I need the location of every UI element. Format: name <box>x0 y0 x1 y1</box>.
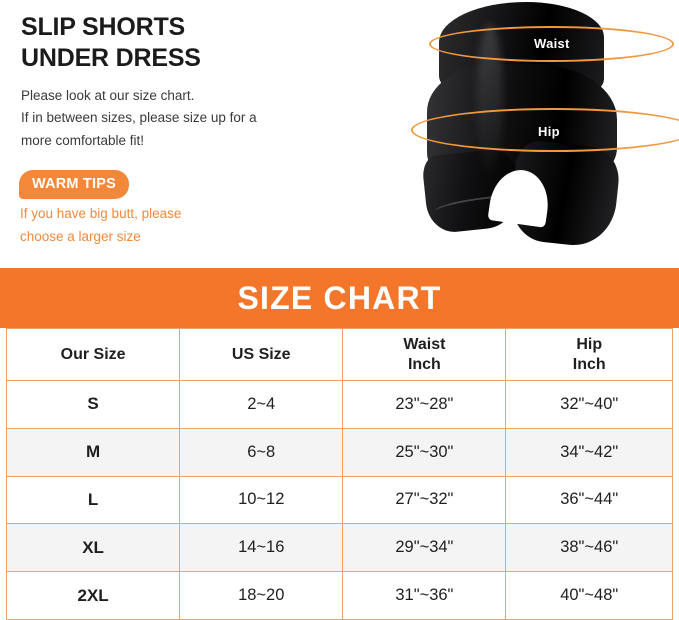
cell-us-size: 2~4 <box>180 381 343 429</box>
column-header-hip-line-2: Inch <box>572 355 606 373</box>
table-header-row <box>7 329 673 381</box>
top-section <box>0 0 679 268</box>
cell-waist: 25"~30" <box>343 428 506 476</box>
cell-us-size: 14~16 <box>180 524 343 572</box>
product-photo <box>339 0 679 268</box>
table-row <box>7 476 673 524</box>
cell-hip: 34"~42" <box>506 428 673 476</box>
cell-our-size: S <box>7 381 180 429</box>
table-body <box>7 381 673 620</box>
page-title <box>21 12 201 74</box>
cell-waist: 23"~28" <box>343 381 506 429</box>
column-header-hip-line-1: Hip <box>576 335 603 353</box>
size-chart-table <box>6 328 673 620</box>
page-title-line-1: SLIP SHORTS <box>21 13 186 41</box>
cell-hip: 40"~48" <box>506 572 673 620</box>
table-row <box>7 381 673 429</box>
warm-tips-text-line-2: choose a larger size <box>20 228 141 244</box>
cell-our-size: L <box>7 476 180 524</box>
cell-our-size: 2XL <box>7 572 180 620</box>
column-header-waist-line-2: Inch <box>407 355 441 373</box>
cell-waist: 27"~32" <box>343 476 506 524</box>
table-row <box>7 524 673 572</box>
cell-us-size: 18~20 <box>180 572 343 620</box>
intro-text-line-1: Please look at our size chart. <box>21 88 195 103</box>
column-header-hip <box>506 329 673 381</box>
hip-measurement-label: Hip <box>538 124 560 139</box>
column-header-our-size: Our Size <box>7 329 180 381</box>
column-header-waist-line-1: Waist <box>403 335 446 353</box>
warm-tips-badge: WARM TIPS <box>19 170 129 199</box>
size-chart-table-container <box>0 328 679 620</box>
cell-hip: 38"~46" <box>506 524 673 572</box>
column-header-waist <box>343 329 506 381</box>
cell-waist: 29"~34" <box>343 524 506 572</box>
warm-tips-text-line-1: If you have big butt, please <box>20 206 182 221</box>
warm-tips-text <box>20 203 181 249</box>
size-chart-title: SIZE CHART <box>237 279 442 316</box>
cell-us-size: 6~8 <box>180 428 343 476</box>
cell-hip: 32"~40" <box>506 381 673 429</box>
waist-measurement-label: Waist <box>534 36 570 51</box>
column-header-us-size: US Size <box>180 329 343 381</box>
cell-hip: 36"~44" <box>506 476 673 524</box>
table-row <box>7 572 673 620</box>
size-chart-banner <box>0 268 679 328</box>
table-header <box>7 329 673 381</box>
cell-our-size: M <box>7 428 180 476</box>
intro-text <box>21 85 321 152</box>
cell-our-size: XL <box>7 524 180 572</box>
table-row <box>7 428 673 476</box>
intro-text-line-3: more comfortable fit! <box>21 132 145 148</box>
cell-waist: 31"~36" <box>343 572 506 620</box>
cell-us-size: 10~12 <box>180 476 343 524</box>
intro-text-line-2: If in between sizes, please size up for a <box>21 110 257 126</box>
page-title-line-2: UNDER DRESS <box>21 44 201 72</box>
